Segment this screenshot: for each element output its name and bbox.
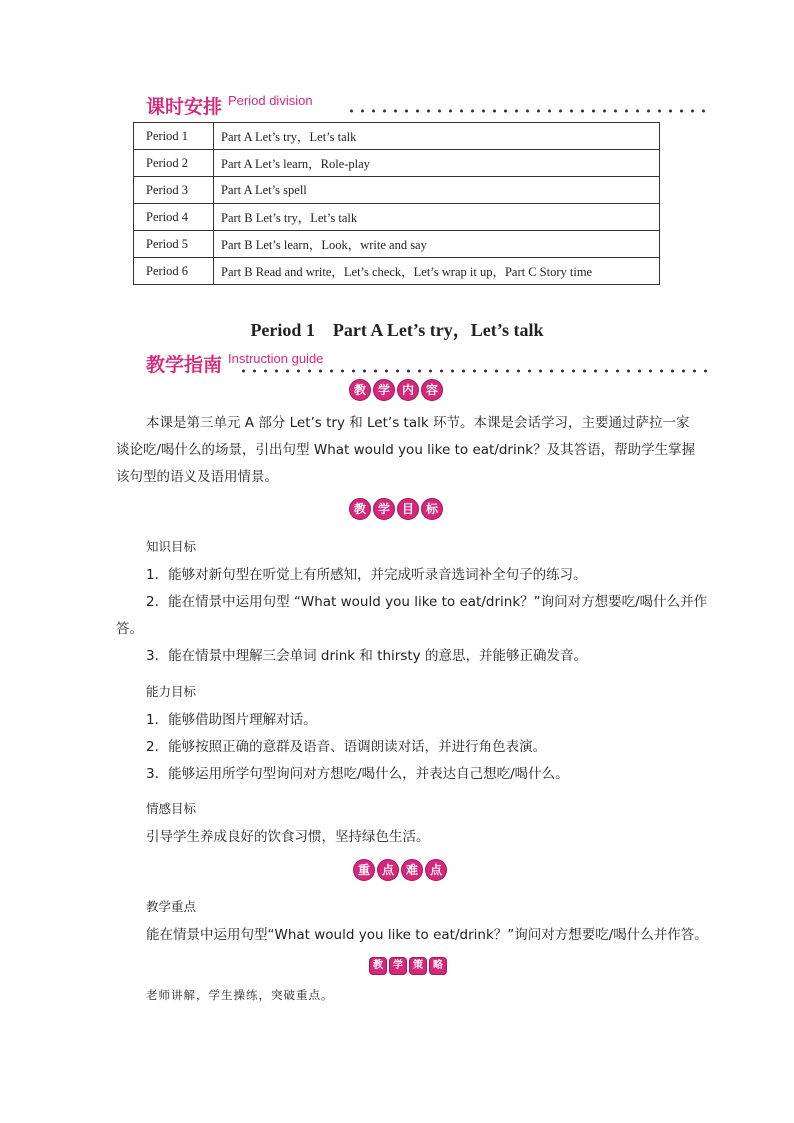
strategy-text: 老师讲解，学生操练，突破重点。	[146, 988, 334, 1002]
knowledge-goals-title: 知识目标	[146, 539, 197, 554]
period-cell: Period 5	[134, 231, 214, 258]
badge-char: 重	[353, 859, 375, 881]
goal-item: 2．能够按照正确的意群及语音、语调朗读对话，并进行角色表演。	[146, 739, 547, 755]
badge-char: 点	[425, 859, 447, 881]
table-row	[134, 150, 660, 177]
badge-char: 学	[373, 498, 395, 520]
badge-char: 教	[349, 498, 371, 520]
badge-char: 点	[377, 859, 399, 881]
key-points-text: 能在情景中运用句型“What would you like to eat/drink？”询问对方想要吃/喝什么并作答。	[146, 927, 708, 943]
badge-char: 容	[421, 379, 443, 401]
badge-char: 标	[421, 498, 443, 520]
goal-item: 3．能在情景中理解三会单词 drink 和 thirsty 的意思，并能够正确发音。	[146, 648, 587, 664]
period-division-title-en: Period division	[228, 93, 313, 108]
period-cell: Period 3	[134, 177, 214, 204]
period-cell: Period 2	[134, 150, 214, 177]
table-row	[134, 204, 660, 231]
table-row	[134, 123, 660, 150]
content-cell: Part A Let’s learn，Role-play	[214, 150, 660, 177]
lesson-title: Period 1 Part A Let’s try，Let’s talk	[250, 320, 544, 340]
period-division-title-cn: 课时安排	[146, 96, 223, 118]
goal-item: 3．能够运用所学句型询问对方想吃/喝什么，并表达自己想吃/喝什么。	[146, 766, 569, 782]
emotion-goals-title: 情感目标	[146, 801, 197, 816]
period-cell: Period 6	[134, 258, 214, 285]
teaching-content-badge	[349, 379, 443, 401]
goal-item: 1．能够借助图片理解对话。	[146, 712, 317, 728]
badge-char: 策	[409, 957, 427, 975]
content-cell: Part B Let’s try，Let’s talk	[214, 204, 660, 231]
table-row	[134, 258, 660, 285]
instruction-guide-title-cn: 教学指南	[146, 354, 223, 376]
period-cell: Period 1	[134, 123, 214, 150]
badge-char: 目	[397, 498, 419, 520]
teaching-strategy-badge	[369, 957, 447, 975]
badge-char: 教	[349, 379, 371, 401]
teaching-goals-badge	[349, 498, 443, 520]
badge-char: 学	[373, 379, 395, 401]
key-points-badge	[353, 859, 447, 881]
table-row	[134, 231, 660, 258]
content-cell: Part A Let’s spell	[214, 177, 660, 204]
goal-item: 2．能在情景中运用句型 “What would you like to eat/drink？”询问对方想要吃/喝什么并作	[146, 594, 708, 610]
key-points-title: 教学重点	[146, 899, 197, 914]
content-line: 谈论吃/喝什么的场景，引出句型 What would you like to eat/drink？及其答语，帮助学生掌握	[116, 442, 696, 458]
content-cell: Part B Read and write，Let’s check，Let’s wrap it up，Part C Story time	[214, 258, 660, 285]
goal-item: 1．能够对新句型在听觉上有所感知，并完成听录音选词补全句子的练习。	[146, 567, 587, 583]
dotted-divider	[346, 109, 708, 113]
content-cell: Part A Let’s try，Let’s talk	[214, 123, 660, 150]
ability-goals-title: 能力目标	[146, 684, 197, 699]
dotted-divider	[238, 369, 708, 373]
badge-char: 难	[401, 859, 423, 881]
content-line: 该句型的语义及语用情景。	[116, 469, 278, 485]
badge-char: 略	[429, 957, 447, 975]
goal-item: 引导学生养成良好的饮食习惯，坚持绿色生活。	[146, 829, 430, 845]
badge-char: 教	[369, 957, 387, 975]
badge-char: 内	[397, 379, 419, 401]
period-division-heading	[146, 93, 313, 118]
badge-char: 学	[389, 957, 407, 975]
table-row	[134, 177, 660, 204]
period-table	[133, 122, 660, 285]
period-cell: Period 4	[134, 204, 214, 231]
content-cell: Part B Let’s learn，Look，write and say	[214, 231, 660, 258]
goal-item: 答。	[116, 621, 143, 637]
content-line: 本课是第三单元 A 部分 Let’s try 和 Let’s talk 环节。本课是会话学习，主要通过萨拉一家	[146, 415, 690, 431]
instruction-guide-title-en: Instruction guide	[228, 351, 324, 366]
